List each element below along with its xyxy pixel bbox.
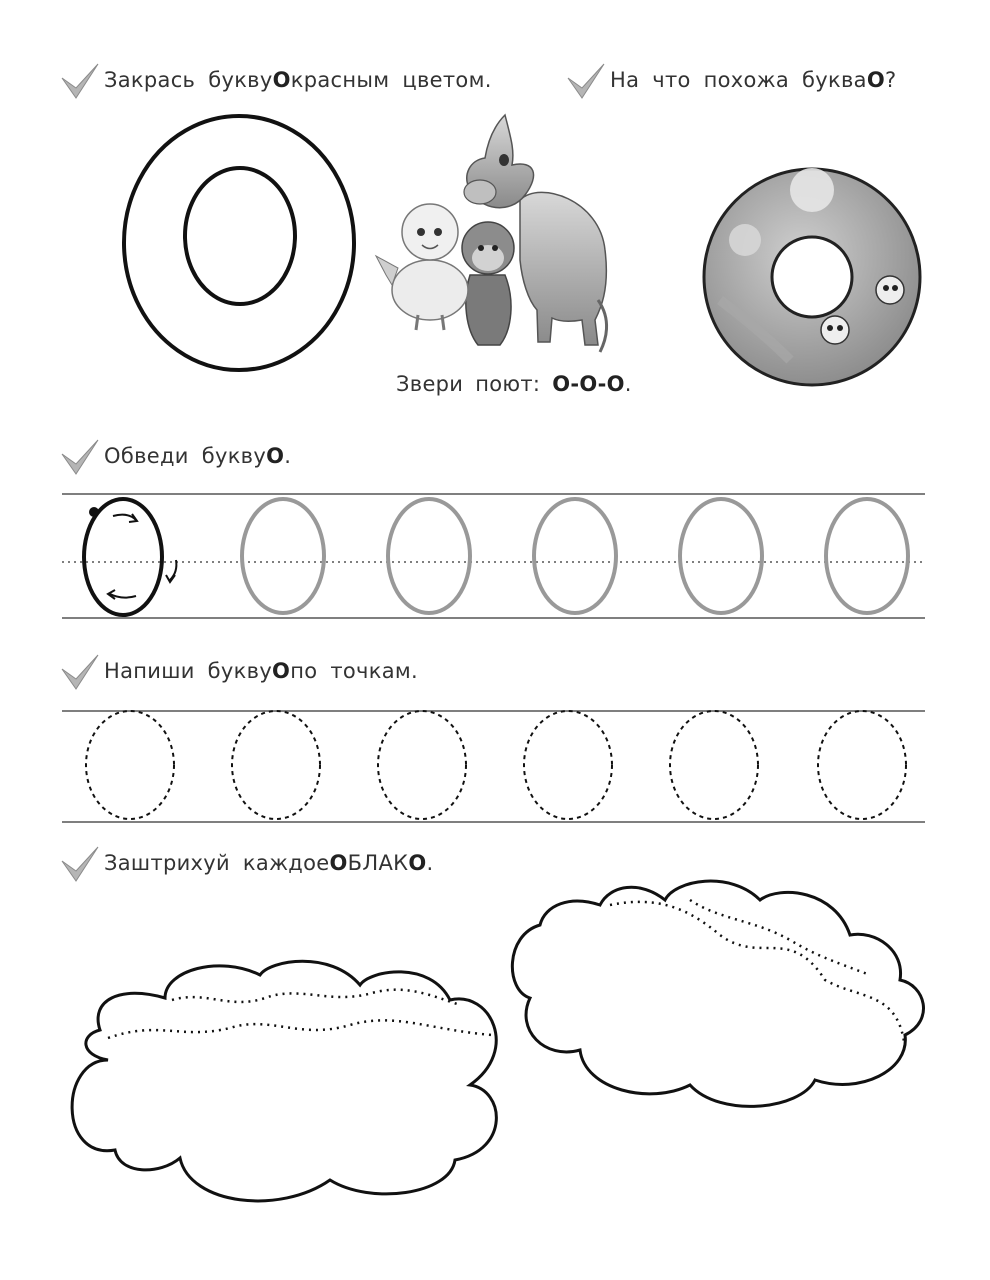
instruction-text-after: . (284, 444, 292, 468)
sheep (392, 260, 468, 320)
dotted-letter-o (524, 711, 612, 819)
instruction-text-after: по точкам. (290, 659, 419, 683)
dotted-letter-o (670, 711, 758, 819)
caption-sound: О-О-О (552, 372, 625, 396)
instruction-bold-o-1: О (329, 851, 348, 875)
dots-ruling (62, 711, 925, 822)
donkey (520, 192, 606, 345)
sample-letter-o (84, 499, 176, 615)
instruction-text-before: Напиши букву (104, 659, 273, 683)
caption-text-after: . (624, 372, 632, 396)
trace-letter-o (680, 499, 762, 613)
trace-letter-o (534, 499, 616, 613)
trace-letter-o (826, 499, 908, 613)
instruction-letter: О (272, 68, 291, 92)
trace-letter-o (388, 499, 470, 613)
trace-letters[interactable] (242, 499, 908, 613)
trace-letter-o (242, 499, 324, 613)
dotted-letter-o (378, 711, 466, 819)
trace-ruling (62, 494, 925, 618)
dotted-letter-o (86, 711, 174, 819)
instruction-text-after: . (426, 851, 434, 875)
instruction-letter: О (272, 659, 291, 683)
donut-illustration (704, 168, 920, 385)
instruction-bold-o-2: О (408, 851, 427, 875)
instruction-text-before: На что похожа буква (610, 68, 867, 92)
instruction-text-before: Заштрихуй каждое (104, 851, 330, 875)
instruction-text-before: Обведи букву (104, 444, 267, 468)
instruction-text-middle: БЛАК (347, 851, 409, 875)
instruction-letter: О (866, 68, 885, 92)
instruction-text-after: ? (884, 68, 897, 92)
dotted-letter-o (232, 711, 320, 819)
dotted-letter-o (818, 711, 906, 819)
letter-o-outline[interactable] (124, 116, 354, 370)
instruction-text-after: красным цветом. (290, 68, 492, 92)
caption-text-before: Звери поют: (396, 372, 553, 396)
instruction-letter: О (266, 444, 285, 468)
cloud-outline-left[interactable] (72, 961, 496, 1201)
cloud-outline-right[interactable] (512, 881, 923, 1106)
instruction-text-before: Закрась букву (104, 68, 273, 92)
dotted-letters[interactable] (86, 711, 906, 819)
animals-illustration (376, 115, 607, 352)
